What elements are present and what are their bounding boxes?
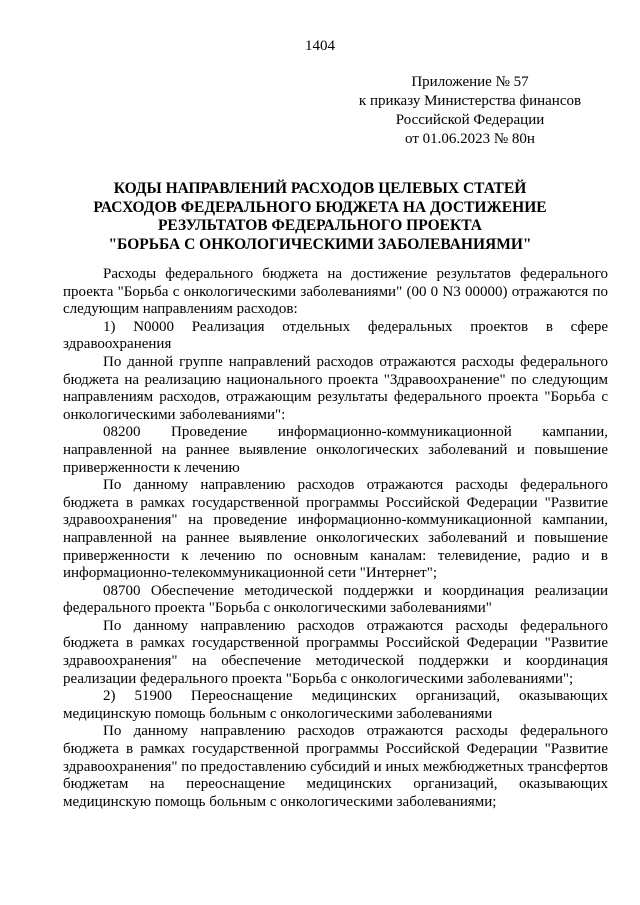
body-paragraph: 08700 Обеспечение методической поддержки и координация реализации федерального проекта "Борьба с онкологическими заболеваниями" bbox=[63, 582, 608, 617]
appendix-line: Российской Федерации bbox=[395, 112, 545, 128]
document-body bbox=[63, 266, 608, 811]
body-paragraph: 1) N0000 Реализация отдельных федеральных проектов в сфере здравоохранения bbox=[63, 318, 608, 353]
title-line: "БОРЬБА С ОНКОЛОГИЧЕСКИМИ ЗАБОЛЕВАНИЯМИ" bbox=[108, 235, 532, 253]
appendix-line: от 01.06.2023 № 80н bbox=[405, 131, 535, 147]
body-paragraph: По данной группе направлений расходов отражаются расходы федерального бюджета на реализацию национального проекта "Здравоохранение" по следующим направлениям расходов, отражающим результаты федерального проекта "Борьба с онкологическими заболеваниями": bbox=[63, 353, 608, 423]
body-paragraph: 2) 51900 Переоснащение медицинских организаций, оказывающих медицинскую помощь больным с онкологическими заболеваниями bbox=[63, 688, 608, 722]
appendix-line: к приказу Министерства финансов bbox=[358, 93, 582, 109]
page-number: 1404 bbox=[305, 38, 335, 54]
body-paragraph: По данному направлению расходов отражаются расходы федерального бюджета в рамках государственной программы Российской Федерации "Развитие здравоохранения" на обеспечение методической поддержки и координация реализации федерального проекта "Борьба с онкологическими заболеваниями"; bbox=[63, 617, 608, 687]
body-paragraph: 08200 Проведение информационно-коммуникационной кампании, направленной на раннее выявление онкологических заболеваний и повышение приверженности к лечению bbox=[63, 424, 608, 476]
title-line: РАСХОДОВ ФЕДЕРАЛЬНОГО БЮДЖЕТА НА ДОСТИЖЕНИЕ bbox=[93, 198, 547, 216]
appendix-header bbox=[330, 73, 610, 149]
document-title bbox=[60, 180, 580, 254]
body-paragraph: По данному направлению расходов отражаются расходы федерального бюджета в рамках государственной программы Российской Федерации "Развитие здравоохранения" по предоставлению субсидий и иных межбюджетных трансфертов бюджетам на переоснащение медицинских организаций, оказывающих медицинскую помощь больным с онкологическими заболеваниями; bbox=[63, 723, 608, 810]
body-paragraph: Расходы федерального бюджета на достижение результатов федерального проекта "Борьба с онкологическими заболеваниями" (00 0 N3 00000) отражаются по следующим направлениям расходов: bbox=[63, 266, 608, 318]
title-line: КОДЫ НАПРАВЛЕНИЙ РАСХОДОВ ЦЕЛЕВЫХ СТАТЕЙ bbox=[113, 180, 527, 197]
title-line: РЕЗУЛЬТАТОВ ФЕДЕРАЛЬНОГО ПРОЕКТА bbox=[157, 217, 483, 234]
body-paragraph: По данному направлению расходов отражаются расходы федерального бюджета в рамках государственной программы Российской Федерации "Развитие здравоохранения" на проведение информационно-коммуникационной кампании, направленной на раннее выявление онкологических заболеваний и повышение приверженности к лечению по основным каналам: телевидение, радио и в информационно-телекоммуникационной сети "Интернет"; bbox=[63, 477, 608, 582]
appendix-line: Приложение № 57 bbox=[411, 74, 529, 90]
